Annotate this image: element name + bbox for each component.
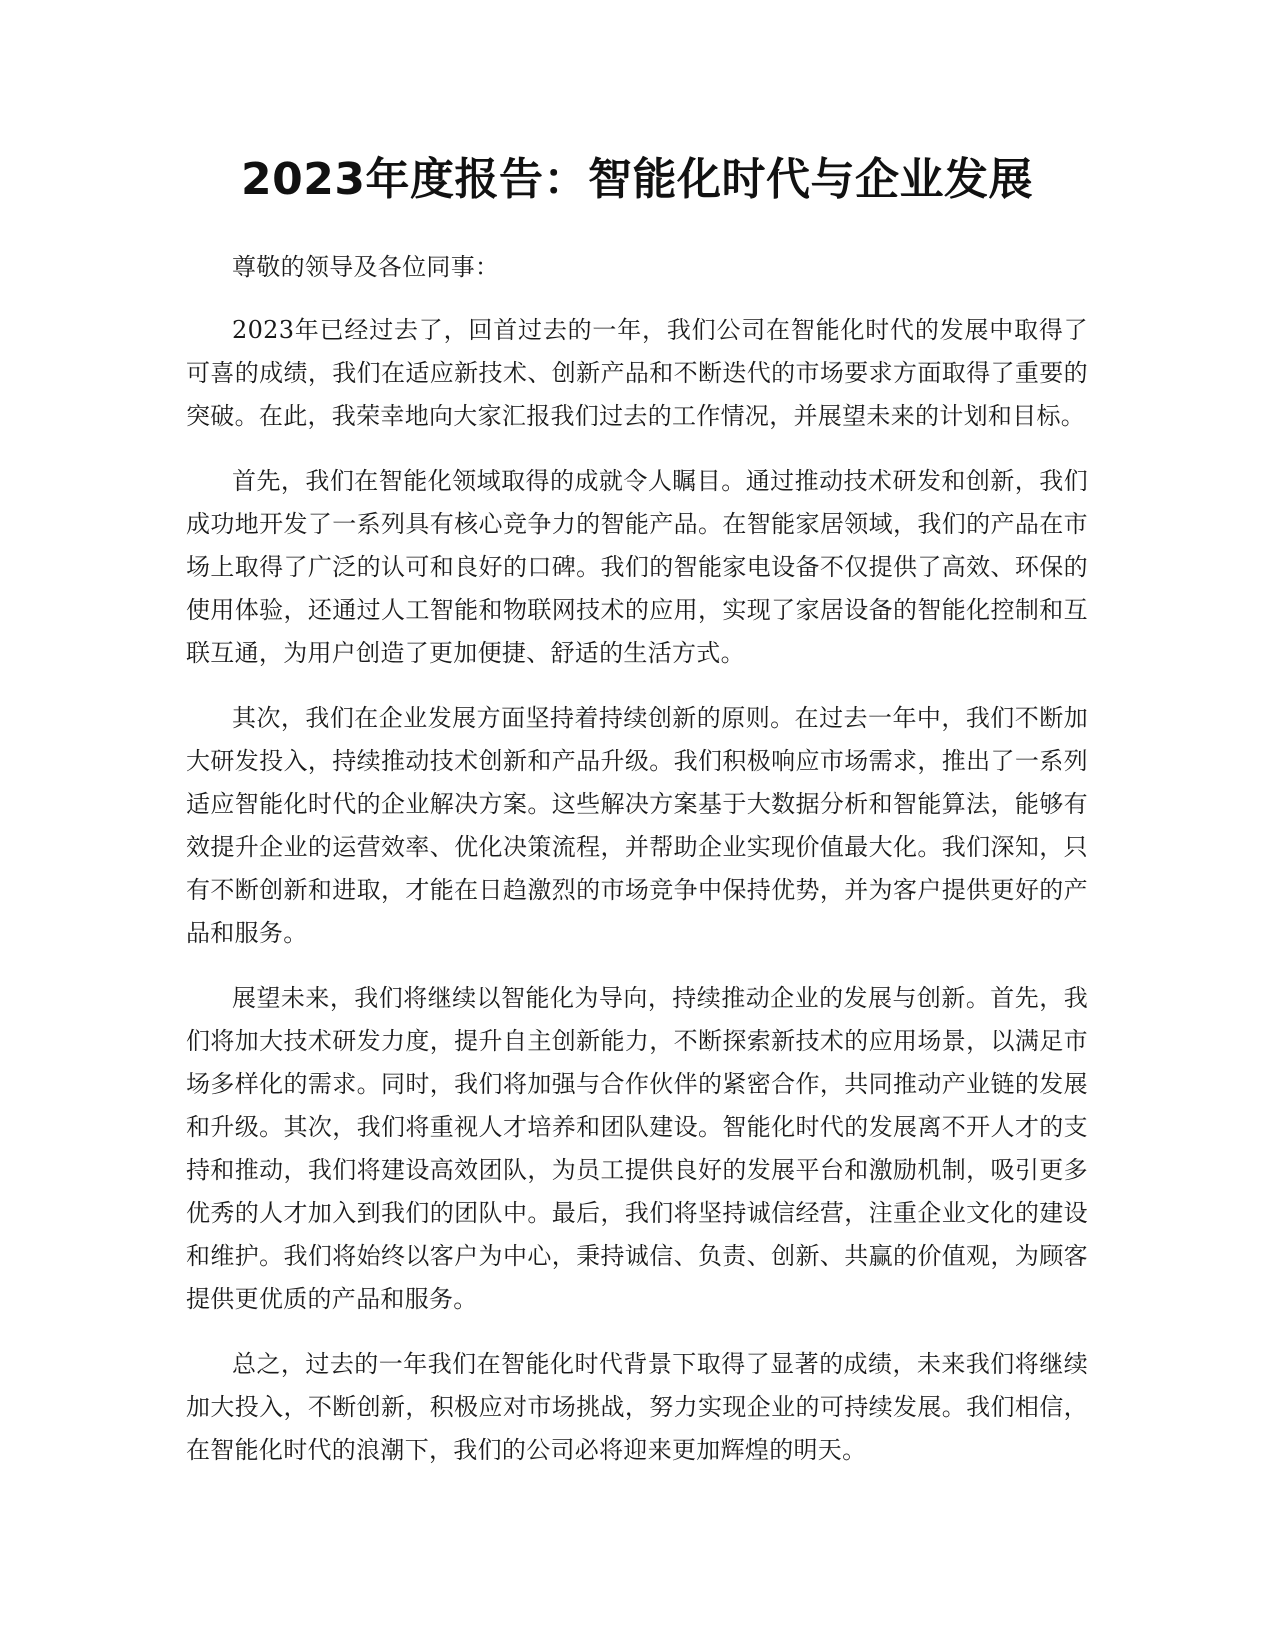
document-page bbox=[186, 0, 1088, 1650]
paragraph-achievements: 首先，我们在智能化领域取得的成就令人瞩目。通过推动技术研发和创新，我们成功地开发了一系列具有核心竞争力的智能产品。在智能家居领域，我们的产品在市场上取得了广泛的认可和良好的口碑。我们的智能家电设备不仅提供了高效、环保的使用体验，还通过人工智能和物联网技术的应用，实现了家居设备的智能化控制和互联互通，为用户创造了更加便捷、舒适的生活方式。 bbox=[186, 467, 1088, 667]
paragraph-outlook: 展望未来，我们将继续以智能化为导向，持续推动企业的发展与创新。首先，我们将加大技术研发力度，提升自主创新能力，不断探索新技术的应用场景，以满足市场多样化的需求。同时，我们将加强与合作伙伴的紧密合作，共同推动产业链的发展和升级。其次，我们将重视人才培养和团队建设。智能化时代的发展离不开人才的支持和推动，我们将建设高效团队，为员工提供良好的发展平台和激励机制，吸引更多优秀的人才加入到我们的团队中。最后，我们将坚持诚信经营，注重企业文化的建设和维护。我们将始终以客户为中心，秉持诚信、负责、创新、共赢的价值观，为顾客提供更优质的产品和服务。 bbox=[186, 984, 1088, 1313]
document-title: 2023年度报告：智能化时代与企业发展 bbox=[241, 154, 1033, 205]
salutation: 尊敬的领导及各位同事： bbox=[232, 253, 500, 281]
paragraph-conclusion: 总之，过去的一年我们在智能化时代背景下取得了显著的成绩，未来我们将继续加大投入，不断创新，积极应对市场挑战，努力实现企业的可持续发展。我们相信，在智能化时代的浪潮下，我们的公司必将迎来更加辉煌的明天。 bbox=[186, 1350, 1088, 1464]
paragraph-innovation: 其次，我们在企业发展方面坚持着持续创新的原则。在过去一年中，我们不断加大研发投入，持续推动技术创新和产品升级。我们积极响应市场需求，推出了一系列适应智能化时代的企业解决方案。这些解决方案基于大数据分析和智能算法，能够有效提升企业的运营效率、优化决策流程，并帮助企业实现价值最大化。我们深知，只有不断创新和进取，才能在日趋激烈的市场竞争中保持优势，并为客户提供更好的产品和服务。 bbox=[186, 704, 1088, 947]
document-body bbox=[186, 246, 1088, 1494]
paragraph-review: 2023年已经过去了，回首过去的一年，我们公司在智能化时代的发展中取得了可喜的成绩，我们在适应新技术、创新产品和不断迭代的市场要求方面取得了重要的突破。在此，我荣幸地向大家汇报我们过去的工作情况，并展望未来的计划和目标。 bbox=[186, 316, 1088, 430]
